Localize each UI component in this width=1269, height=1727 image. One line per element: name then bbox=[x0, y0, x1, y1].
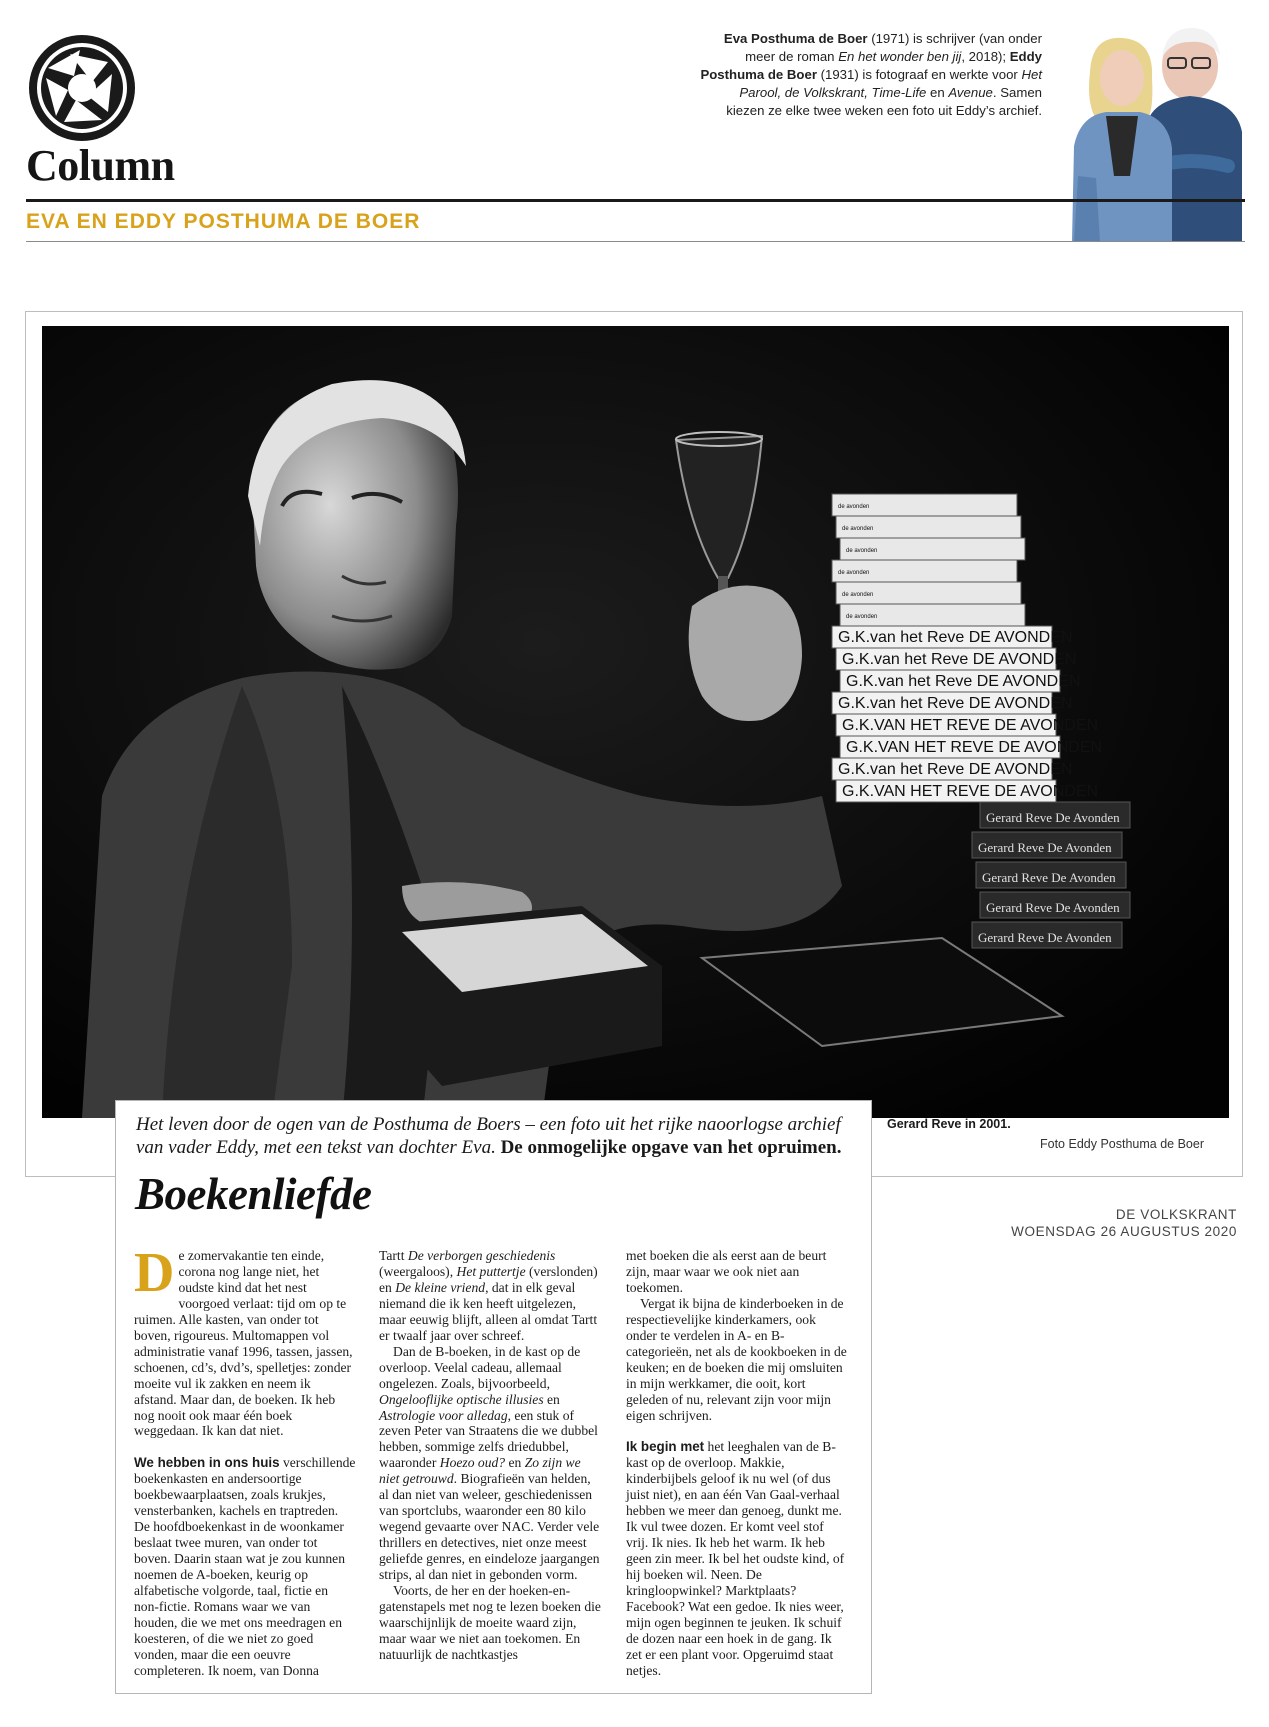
book-spine-label: de avonden bbox=[846, 614, 878, 620]
book-spine-label: Gerard Reve De Avonden bbox=[978, 930, 1112, 945]
book-title: Astrologie voor alledag bbox=[379, 1407, 508, 1423]
paragraph-text: verschillende boekenkasten en andersoortige boekbewaarplaatsen, zoals krukjes, vensterbanken, kachels en traptreden. De hoofdboekenkast in de woonkamer beslaat twee muren, van onder tot boven. Daarin staan wat je zou kunnen noemen de A-boeken, keurig op alfabetische volgorde, taal, fictie en non-fictie. Romans waar we van houden, die we met ons meedragen en koesteren, of die we niet zo goed vonden, maar die een oeuvre completeren. Ik noem, van Donna bbox=[134, 1455, 356, 1678]
publication-date: WOENSDAG 26 AUGUSTUS 2020 bbox=[1011, 1224, 1237, 1239]
paragraph-text: Dan de B-boeken, in de kast op de overloop. Veelal cadeau, allemaal ongelezen. Zoals, bijvoorbeeld, bbox=[379, 1343, 581, 1391]
paragraph-text: Vergat ik bijna de kinderboeken in de respectievelijke kinderkamers, ook onder te verdelen in A- en B-categorieën, net als de kookboeken in de keuken; en de boeken die mij omsluiten in mijn werkkamer, die ooit, kort geleden of nu, relevant zijn voor mijn eigen schrijven. bbox=[626, 1295, 847, 1423]
paragraph bbox=[626, 1248, 848, 1296]
paragraph bbox=[379, 1248, 601, 1344]
book-title: Hoezo oud? bbox=[439, 1455, 506, 1471]
book-spine-label: de avonden bbox=[842, 526, 874, 532]
book-spine-label: de avonden bbox=[838, 504, 870, 510]
bio-text: (1931) is fotograaf en werkte voor bbox=[816, 67, 1022, 82]
book-spine-label: Gerard Reve De Avonden bbox=[986, 900, 1120, 915]
paragraph-text: Tartt bbox=[379, 1248, 408, 1263]
paragraph-text: . Biografieën van helden, al dan niet van weleer, geschiedenissen van sportclubs, waaronder een 80 kilo wegend gevaarte over NAC. Verder vele thrillers en detectives, niet onze meest geliefde genres, en eindeloze jaargangen strips, al dan niet in gebonden vorm. bbox=[379, 1471, 600, 1583]
paragraph-text: Voorts, de her en der hoeken-en-gatenstapels met nog te lezen boeken die waarschijnlijk de moeite waard zijn, maar waar we niet aan toekomen. En natuurlijk de nachtkastjes bbox=[379, 1583, 601, 1662]
book-spine-label: G.K.van het Reve DE AVONDEN bbox=[838, 761, 1073, 778]
bio-text: en bbox=[926, 85, 949, 100]
photo-credit: Foto Eddy Posthuma de Boer bbox=[1040, 1137, 1204, 1151]
bio-text: , 2018); bbox=[961, 49, 1010, 64]
masthead bbox=[1000, 1206, 1237, 1240]
paragraph-text: , dat in elk geval niemand die ik ken heeft uitgelezen, maar eeuwig blijft, alleen al omdat Tartt er twaalf jaar over schreef. bbox=[379, 1279, 598, 1343]
bio-book-title: En het wonder ben jij bbox=[838, 49, 962, 64]
paragraph-text: het leeghalen van de B-kast op de overloop. Makkie, kinderbijbels geloof ik nu wel (of dus juist niet), en aan één Van Gaal-verhaal hebben we meer dan genoeg, dunkt me. Ik vul twee dozen. Er komt veel stof vrij. Ik nies. Ik heb het warm. Ik heb geen zin meer. Ik bel het oudste kind, of hij boeken wil. Neen. De kringloopwinkel? Marktplaats? Facebook? Wat een gedoe. Ik nies weer, mijn ogen beginnen te jeuken. Ik schuif de dozen naar een hoek in de gang. Ik zet er een plant voor. Opgeruimd staat netjes. bbox=[626, 1439, 845, 1678]
intro-bold: De onmogelijke opgave van het opruimen. bbox=[500, 1137, 842, 1158]
paragraph-text: , een stuk of zeven Peter van Straatens die we dubbel hebben, sommige zelfs driedubbel, waaronder bbox=[379, 1407, 598, 1471]
author-bio bbox=[700, 30, 1042, 120]
book-spine-label: G.K.van het Reve DE AVONDEN bbox=[846, 673, 1081, 690]
paragraph-text: en bbox=[543, 1391, 560, 1407]
paragraph-text: (weergaloos), bbox=[379, 1263, 457, 1279]
book-spine-label: G.K.van het Reve DE AVONDEN bbox=[838, 695, 1073, 712]
book-title: Het puttertje bbox=[456, 1263, 526, 1279]
book-title: Zo zijn we niet getrouwd bbox=[379, 1455, 581, 1487]
book-spine-label: de avonden bbox=[842, 592, 874, 598]
paragraph bbox=[626, 1439, 848, 1678]
newspaper-name: DE VOLKSKRANT bbox=[1115, 1207, 1237, 1222]
book-title: De verborgen geschiedenis bbox=[407, 1248, 556, 1263]
drop-cap: D bbox=[134, 1242, 175, 1304]
article-column-2 bbox=[379, 1248, 601, 1663]
bio-text: (1971) is schrijver (van onder meer de roman bbox=[745, 31, 1042, 64]
book-spine-label: G.K.VAN HET REVE DE AVONDEN bbox=[842, 783, 1099, 800]
book-spine-label: de avonden bbox=[846, 548, 878, 554]
paragraph-lead: Ik begin met bbox=[626, 1439, 705, 1455]
paragraph-text: (verslonden) en bbox=[379, 1263, 598, 1295]
bio-publications: Avenue bbox=[948, 85, 993, 100]
photo-illustration bbox=[42, 326, 1229, 1118]
photo-gerard-reve bbox=[42, 326, 1229, 1118]
paragraph bbox=[134, 1455, 356, 1678]
book-spine-label: Gerard Reve De Avonden bbox=[986, 810, 1120, 825]
article-column-1 bbox=[134, 1242, 356, 1679]
article-intro bbox=[136, 1113, 856, 1159]
header-divider bbox=[26, 241, 1245, 242]
bio-name-eva: Eva Posthuma de Boer bbox=[723, 31, 868, 46]
bio-name-eddy: Eddy Posthuma de Boer bbox=[700, 49, 1042, 82]
paragraph-lead: We hebben in ons huis bbox=[134, 1455, 280, 1471]
paragraph-text: en bbox=[505, 1455, 525, 1471]
paragraph bbox=[626, 1296, 848, 1424]
book-spine-label: G.K.VAN HET REVE DE AVONDEN bbox=[846, 739, 1103, 756]
book-spine-label: G.K.VAN HET REVE DE AVONDEN bbox=[842, 717, 1099, 734]
book-spine-label: Gerard Reve De Avonden bbox=[982, 870, 1116, 885]
article-headline: Boekenliefde bbox=[135, 1169, 372, 1219]
paragraph-text: met boeken die als eerst aan de beurt zijn, maar waar we ook niet aan toekomen. bbox=[626, 1248, 827, 1295]
paragraph bbox=[379, 1583, 601, 1663]
paragraph bbox=[134, 1242, 356, 1439]
book-title: Ongelooflijke optische illusies bbox=[379, 1391, 544, 1407]
book-title: De kleine vriend bbox=[395, 1279, 486, 1295]
book-spine-label: G.K.van het Reve DE AVONDEN bbox=[842, 651, 1077, 668]
photo-caption: Gerard Reve in 2001. bbox=[887, 1117, 1011, 1131]
paragraph-text: e zomervakantie ten einde, corona nog lange niet, het oudste kind dat het nest voorgoed verlaat: tijd om op te ruimen. Alle kasten, van onder tot boven, rigoureus. Multomappen vol administratie vanaf 1996, tassen, jassen, schoenen, cd’s, dvd’s, spelletjes: zonder moeite vul ik zakken en neem ik afstand. Maar dan, de boeken. Ik heb nog nooit ook maar één boek weggedaan. Ik kan dat niet. bbox=[134, 1248, 353, 1439]
camera-aperture-logo-icon bbox=[26, 32, 138, 144]
section-title: Column bbox=[26, 141, 175, 190]
book-spine-label: Gerard Reve De Avonden bbox=[978, 840, 1112, 855]
column-authors: EVA EN EDDY POSTHUMA DE BOER bbox=[26, 210, 421, 233]
intro-text: Het leven door de ogen van de Posthuma de Boers – een foto uit het rijke naoorlogse archief van vader Eddy, met een tekst van dochter Eva. bbox=[136, 1114, 841, 1158]
book-spine-label: de avonden bbox=[838, 570, 870, 576]
header-rule bbox=[26, 199, 1245, 202]
paragraph bbox=[379, 1344, 601, 1583]
author-portrait bbox=[1050, 16, 1250, 242]
bio-publications: Het Parool, de Volkskrant, Time-Life bbox=[739, 67, 1042, 100]
book-spine-label: G.K.van het Reve DE AVONDEN bbox=[838, 629, 1073, 646]
bio-text: . Samen kiezen ze elke twee weken een foto uit Eddy’s archief. bbox=[726, 85, 1042, 118]
article-column-3 bbox=[626, 1248, 848, 1679]
